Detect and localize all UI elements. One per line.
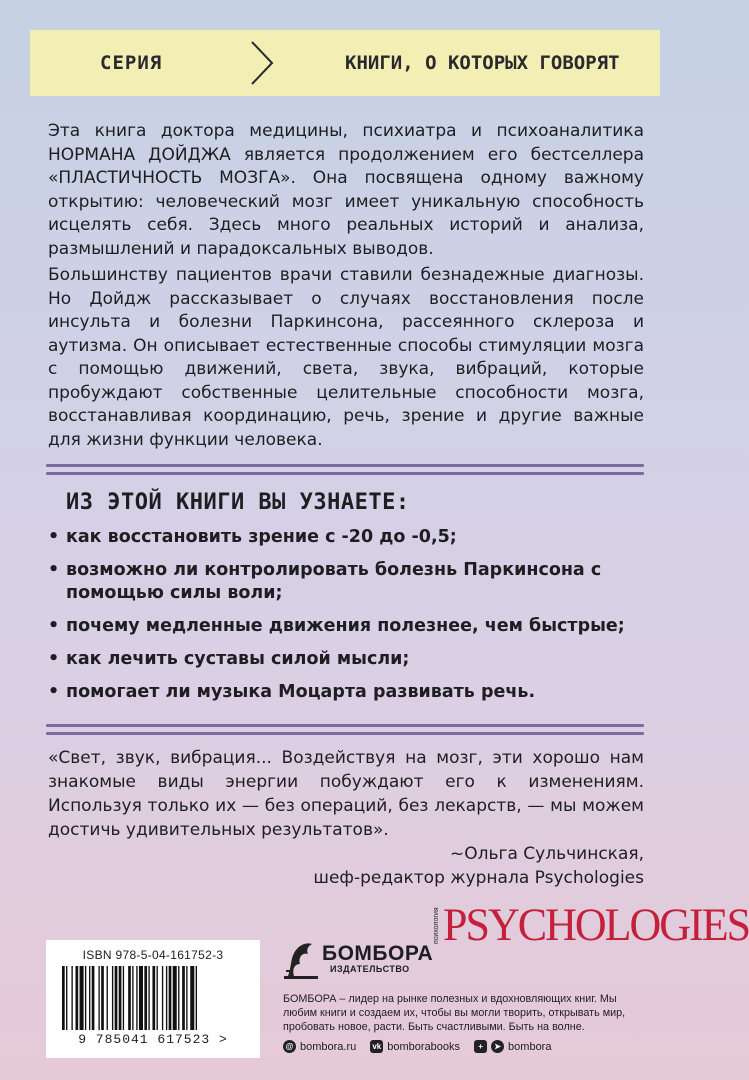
barcode-bar [152,966,155,1030]
barcode-bar [173,966,177,1030]
list-item: • как лечить суставы силой мысли; [48,648,648,671]
barcode-bar [157,966,158,1030]
barcode-bar [80,966,84,1030]
barcode-bar [119,966,122,1030]
publisher-name: БОМБОРА [322,942,434,965]
barcode-bar [98,966,99,1030]
barcode-bar [144,966,147,1030]
barcode-bar [182,966,185,1030]
barcode-bar [169,966,172,1030]
publisher-subtitle: ИЗДАТЕЛЬСТВО [330,964,410,974]
barcode-bar [162,966,163,1030]
divider [46,732,644,735]
vk-icon: vk [370,1040,383,1053]
isbn-barcode-box [46,940,260,1058]
barcode-bar [123,966,124,1030]
barcode-bar [85,966,86,1030]
list-item: • помогает ли музыка Моцарта развивать речь. [48,681,648,704]
barcode-bar [101,966,104,1030]
barcode-bar [132,966,133,1030]
barcode-bar [139,966,143,1030]
barcode-bar [166,966,167,1030]
quote-text: «Свет, звук, вибрация... Воздействуя на мозг, эти хорошо нам знакомые виды энергии побуждают его к изменениям. Используя только их — без операций, без лекарств, — мы можем достичь удивительных результатов». [48,748,644,840]
barcode-bar [66,966,67,1030]
social-website[interactable]: @ bombora.ru [283,1040,356,1053]
barcode-bar [136,966,137,1030]
list-item: • как восстановить зрение с -20 до -0,5; [48,526,648,549]
psychologies-logo: PSYCHOLOGIES [443,899,749,951]
learn-heading: ИЗ ЭТОЙ КНИГИ ВЫ УЗНАЕТЕ: [66,490,410,515]
social-vk[interactable]: vk bomborabooks [370,1040,460,1053]
psychologies-side-label: психология [433,907,440,944]
telegram-icon: ➤ [491,1040,504,1053]
description-paragraph-1: Эта книга доктора медицины, психиатра и психоаналитика НОРМАНА ДОЙДЖА является продолжением его бестселлера «ПЛАСТИЧНОСТЬ МОЗГА». Она посвящена одному важному открытию: человеческий мозг имеет уникальную способность исцелять себя. Здесь много реальных историй и анализа, размышлений и парадоксальных выводов. [48,121,644,259]
isbn-number: 9 785041 617523 > [78,1032,228,1047]
description-paragraph-2: Большинству пациентов врачи ставили безнадежные диагнозы. Но Дойдж рассказывает о случаях восстановления после инсульта и болезни Паркинсона, рассеянного склероза и аутизма. Он описывает естественные способы стимуляции мозга с помощью движений, света, звука, вибраций, которые пробуждают собственные целительные способности мозга, восстанавливая координацию, речь, зрение и другие важные для жизни функции человека. [48,265,644,450]
chevron-right-icon [248,40,276,86]
plus-icon: + [474,1040,487,1053]
series-title: КНИГИ, О КОТОРЫХ ГОВОРЯТ [345,52,620,74]
barcode-bar [107,966,108,1030]
quote-author: ~Ольга Сульчинская, [450,844,644,864]
barcode-bar [92,966,95,1030]
isbn-label: ISBN 978-5-04-161752-3 [82,948,224,962]
learn-list [48,526,648,714]
barcode-image [60,966,246,1030]
barcode-bar [190,966,194,1030]
barcode-bar [76,966,79,1030]
barcode-bar [196,966,197,1030]
social-links [283,1040,551,1053]
list-item: • почему медленные движения полезнее, чем быстрые; [48,615,648,638]
barcode-bar [186,966,187,1030]
social-telegram[interactable]: + ➤ bombora [474,1040,551,1053]
divider [46,724,644,727]
list-item: • возможно ли контролировать болезнь Паркинсона с помощью силы воли; [48,559,648,605]
barcode-bar [62,966,65,1030]
barcode-bar [112,966,113,1030]
series-banner [30,30,660,96]
publisher-description: БОМБОРА – лидер на рынке полезных и вдохновляющих книг. Мы любим книги и создаем их, чтобы вы могли творить, открывать мир, пробовать новое, расти. Быть счастливыми. Быть на волне. [283,993,626,1033]
barcode-bar [178,966,179,1030]
psychologies-side-text [430,907,440,944]
barcode-bar [89,966,90,1030]
barcode-bar [71,966,72,1030]
divider [46,472,644,475]
barcode-bar [128,966,131,1030]
globe-icon: @ [283,1040,296,1053]
divider [46,464,644,467]
series-label: СЕРИЯ [100,52,163,74]
barcode-bar [115,966,118,1030]
bombora-logo-icon [282,936,320,980]
barcode-bar [148,966,149,1030]
quote-author-role: шеф-редактор журнала Psychologies [313,868,644,888]
